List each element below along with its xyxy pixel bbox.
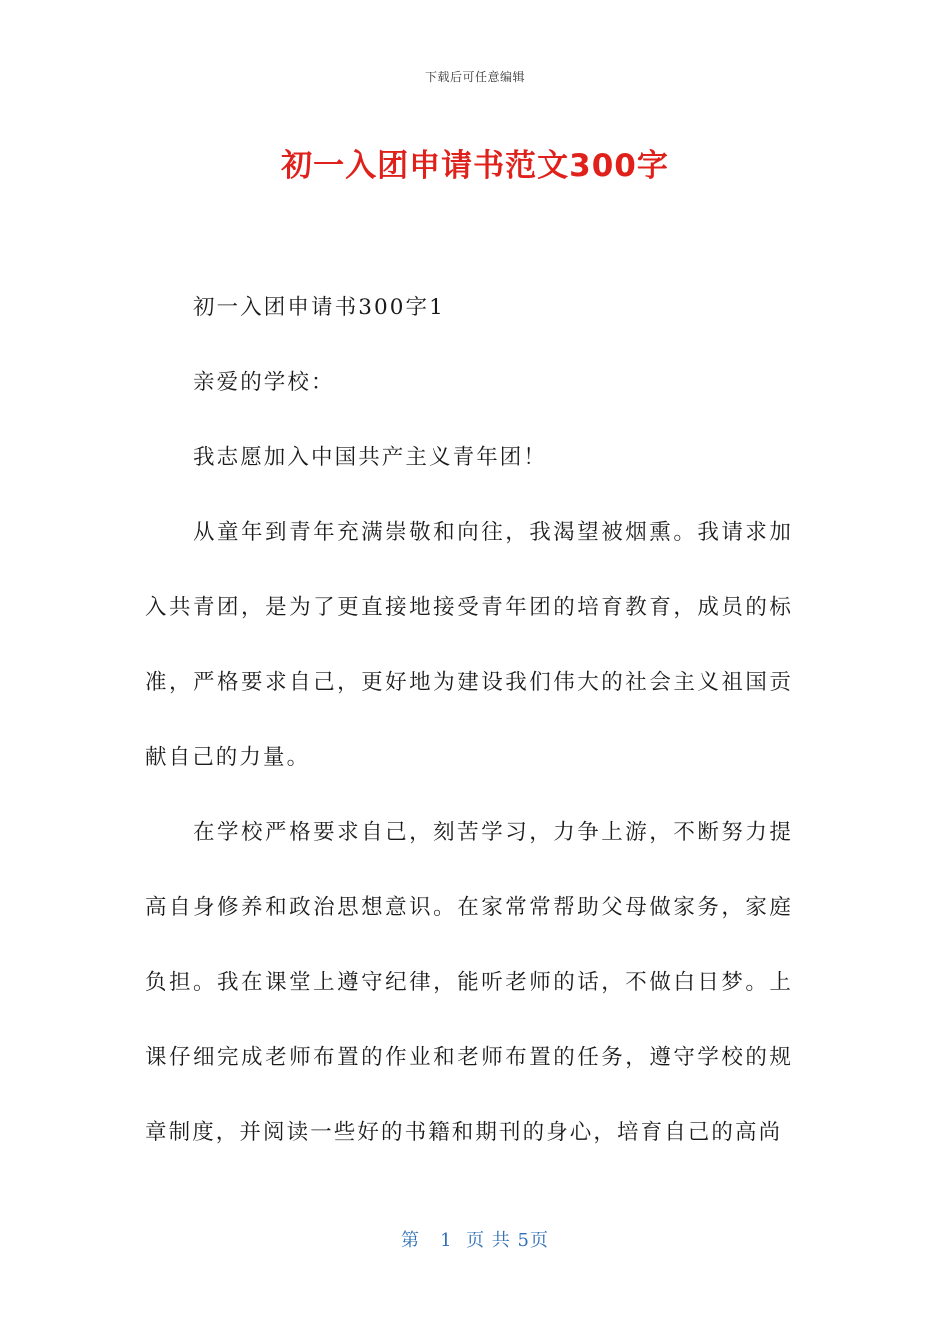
salutation: 亲爱的学校： [193, 370, 335, 395]
page-label-suffix: 页 [530, 1230, 549, 1251]
document-title: 初一入团申请书范文300字 [281, 148, 669, 184]
page-label-prefix: 第 [401, 1230, 420, 1251]
current-page-number: 1 [440, 1230, 453, 1251]
page-footer [0, 1226, 950, 1252]
body-paragraph: 从童年到青年充满崇敬和向往，我渴望被烟熏。我请求加入共青团，是为了更直接地接受青年团的培育教育，成员的标准，严格要求自己，更好地为建设我们伟大的社会主义祖国贡献自己的力量。 [145, 520, 793, 770]
header-note: 下载后可任意编辑 [424, 70, 525, 84]
section-heading: 初一入团申请书300字1 [193, 295, 445, 320]
page-label-mid: 页 共 [466, 1230, 511, 1251]
total-pages-number: 5 [517, 1230, 530, 1251]
body-paragraph: 在学校严格要求自己，刻苦学习，力争上游，不断努力提高自身修养和政治思想意识。在家常常帮助父母做家务，家庭负担。我在课堂上遵守纪律，能听老师的话，不做白日梦。上课仔细完成老师布置的作业和老师布置的任务，遵守学校的规章制度，并阅读一些好的书籍和期刊的身心，培育自己的高尚 [145, 820, 793, 1145]
body-paragraph: 我志愿加入中国共产主义青年团！ [193, 445, 548, 470]
document-body [145, 270, 793, 1170]
